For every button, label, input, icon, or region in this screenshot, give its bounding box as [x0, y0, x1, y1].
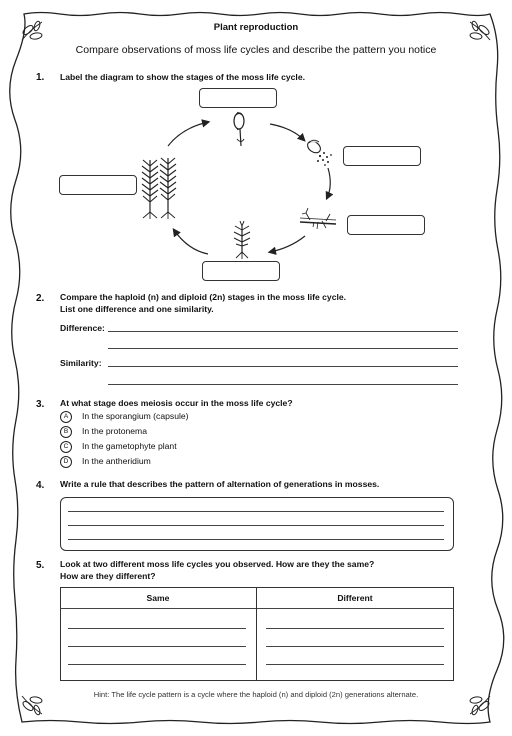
q4-number: 4. — [36, 480, 45, 491]
label-box-spores[interactable] — [343, 146, 421, 166]
option-a-circle[interactable]: A — [60, 411, 72, 423]
difference-answer-line-1[interactable] — [108, 331, 458, 332]
moss-sporophyte-icon — [234, 112, 244, 146]
label-box-mature-gametophyte[interactable] — [59, 175, 137, 195]
different-answer-line-1[interactable] — [266, 628, 444, 629]
difference-answer-line-2[interactable] — [108, 348, 458, 349]
different-answer-line-2[interactable] — [266, 646, 444, 647]
option-d-circle[interactable]: D — [60, 456, 72, 468]
same-answer-line-2[interactable] — [68, 646, 246, 647]
hint-text: Hint: The life cycle pattern is a cycle where the haploid (n) and diploid (2n) generations alternate. — [93, 690, 419, 699]
rule-answer-line-1[interactable] — [68, 511, 444, 512]
different-answer-line-3[interactable] — [266, 664, 444, 665]
option-d-text: In the antheridium — [82, 456, 151, 466]
q2-number: 2. — [36, 293, 45, 304]
q4-text: Write a rule that describes the pattern of alternation of generations in mosses. — [60, 479, 380, 489]
option-b-text: In the protonema — [82, 426, 147, 436]
q2-text-line1: Compare the haploid (n) and diploid (2n) stages in the moss life cycle. — [60, 292, 347, 302]
worksheet-subtitle: Compare observations of moss life cycles and describe the pattern you notice — [75, 44, 437, 56]
similarity-answer-line-1[interactable] — [108, 366, 458, 367]
spore-release-icon — [305, 139, 332, 166]
q3-text: At what stage does meiosis occur in the moss life cycle? — [60, 398, 293, 408]
q5-text-line2: How are they different? — [60, 571, 156, 581]
option-b-circle[interactable]: B — [60, 426, 72, 438]
q3-number: 3. — [36, 399, 45, 410]
cycle-arrow-icon — [327, 168, 330, 198]
cycle-arrow-icon — [270, 124, 304, 140]
table-header-divider — [60, 608, 454, 609]
similarity-answer-line-2[interactable] — [108, 384, 458, 385]
q2-text-line2: List one difference and one similarity. — [60, 304, 214, 314]
rule-answer-line-2[interactable] — [68, 525, 444, 526]
similarity-label: Similarity: — [60, 358, 102, 368]
protonema-icon — [300, 208, 336, 229]
q1-text: Label the diagram to show the stages of the moss life cycle. — [60, 72, 305, 82]
young-moss-icon — [234, 221, 250, 259]
worksheet-title: Plant reproduction — [213, 22, 299, 33]
mature-moss-icon — [142, 158, 176, 219]
column-header-same: Same — [146, 593, 170, 603]
option-a-text: In the sporangium (capsule) — [82, 411, 189, 421]
same-answer-line-3[interactable] — [68, 664, 246, 665]
q5-number: 5. — [36, 560, 45, 571]
q1-number: 1. — [36, 72, 45, 83]
option-c-circle[interactable]: C — [60, 441, 72, 453]
cycle-arrow-icon — [168, 122, 208, 146]
rule-answer-box[interactable] — [60, 497, 454, 551]
option-c-text: In the gametophyte plant — [82, 441, 177, 451]
column-header-different: Different — [337, 593, 373, 603]
label-box-young-gametophyte[interactable] — [202, 261, 280, 281]
rule-answer-line-3[interactable] — [68, 539, 444, 540]
label-box-sporophyte[interactable] — [199, 88, 277, 108]
label-box-protonema[interactable] — [347, 215, 425, 235]
cycle-arrow-icon — [174, 230, 208, 254]
q5-text-line1: Look at two different moss life cycles you observed. How are they the same? — [60, 559, 375, 569]
difference-label: Difference: — [60, 323, 105, 333]
same-answer-line-1[interactable] — [68, 628, 246, 629]
cycle-arrow-icon — [270, 236, 305, 252]
